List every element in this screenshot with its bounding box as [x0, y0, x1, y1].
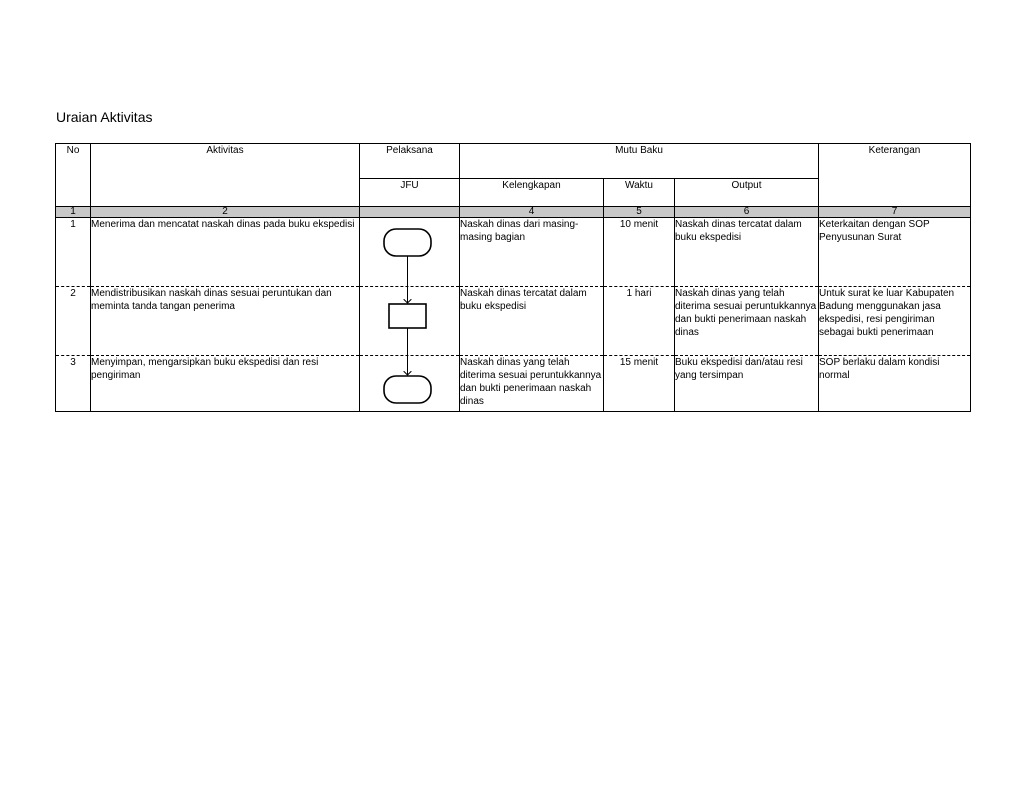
column-number: 2 — [91, 207, 360, 218]
row-kelengkapan: Naskah dinas yang telah diterima sesuai peruntukkannya dan bukti penerimaan naskah dinas — [460, 356, 604, 412]
header-mutu-baku: Mutu Baku — [460, 144, 819, 179]
row-aktivitas: Menyimpan, mengarsipkan buku ekspedisi dan resi pengiriman — [91, 356, 360, 412]
row-output: Naskah dinas tercatat dalam buku ekspedisi — [675, 218, 819, 287]
header-waktu: Waktu — [604, 179, 675, 207]
column-number: 4 — [460, 207, 604, 218]
row-jfu-lane — [360, 287, 460, 356]
header-keterangan: Keterangan — [819, 144, 971, 207]
header-row-1 — [56, 144, 971, 179]
header-output: Output — [675, 179, 819, 207]
column-number — [360, 207, 460, 218]
header-no: No — [56, 144, 91, 207]
row-jfu-lane — [360, 356, 460, 412]
row-no: 3 — [56, 356, 91, 412]
column-number: 6 — [675, 207, 819, 218]
table-row — [56, 218, 971, 287]
row-waktu: 15 menit — [604, 356, 675, 412]
header-aktivitas: Aktivitas — [91, 144, 360, 207]
row-kelengkapan: Naskah dinas tercatat dalam buku ekspedisi — [460, 287, 604, 356]
row-waktu: 10 menit — [604, 218, 675, 287]
row-aktivitas: Menerima dan mencatat naskah dinas pada buku ekspedisi — [91, 218, 360, 287]
document-title: Uraian Aktivitas — [56, 109, 153, 125]
row-keterangan: SOP berlaku dalam kondisi normal — [819, 356, 971, 412]
header-jfu: JFU — [360, 179, 460, 207]
row-aktivitas: Mendistribusikan naskah dinas sesuai peruntukan dan meminta tanda tangan penerima — [91, 287, 360, 356]
row-output: Naskah dinas yang telah diterima sesuai peruntukkannya dan bukti penerimaan naskah dinas — [675, 287, 819, 356]
row-waktu: 1 hari — [604, 287, 675, 356]
table-row — [56, 287, 971, 356]
row-no: 2 — [56, 287, 91, 356]
sop-activity-table — [55, 143, 971, 412]
column-number: 1 — [56, 207, 91, 218]
header-pelaksana: Pelaksana — [360, 144, 460, 179]
row-keterangan: Keterkaitan dengan SOP Penyusunan Surat — [819, 218, 971, 287]
row-kelengkapan: Naskah dinas dari masing-masing bagian — [460, 218, 604, 287]
row-output: Buku ekspedisi dan/atau resi yang tersimpan — [675, 356, 819, 412]
row-jfu-lane — [360, 218, 460, 287]
header-kelengkapan: Kelengkapan — [460, 179, 604, 207]
column-number: 7 — [819, 207, 971, 218]
row-no: 1 — [56, 218, 91, 287]
column-number-row — [56, 207, 971, 218]
row-keterangan: Untuk surat ke luar Kabupaten Badung menggunakan jasa ekspedisi, resi pengiriman sebagai bukti penerimaan — [819, 287, 971, 356]
column-number: 5 — [604, 207, 675, 218]
table-row — [56, 356, 971, 412]
